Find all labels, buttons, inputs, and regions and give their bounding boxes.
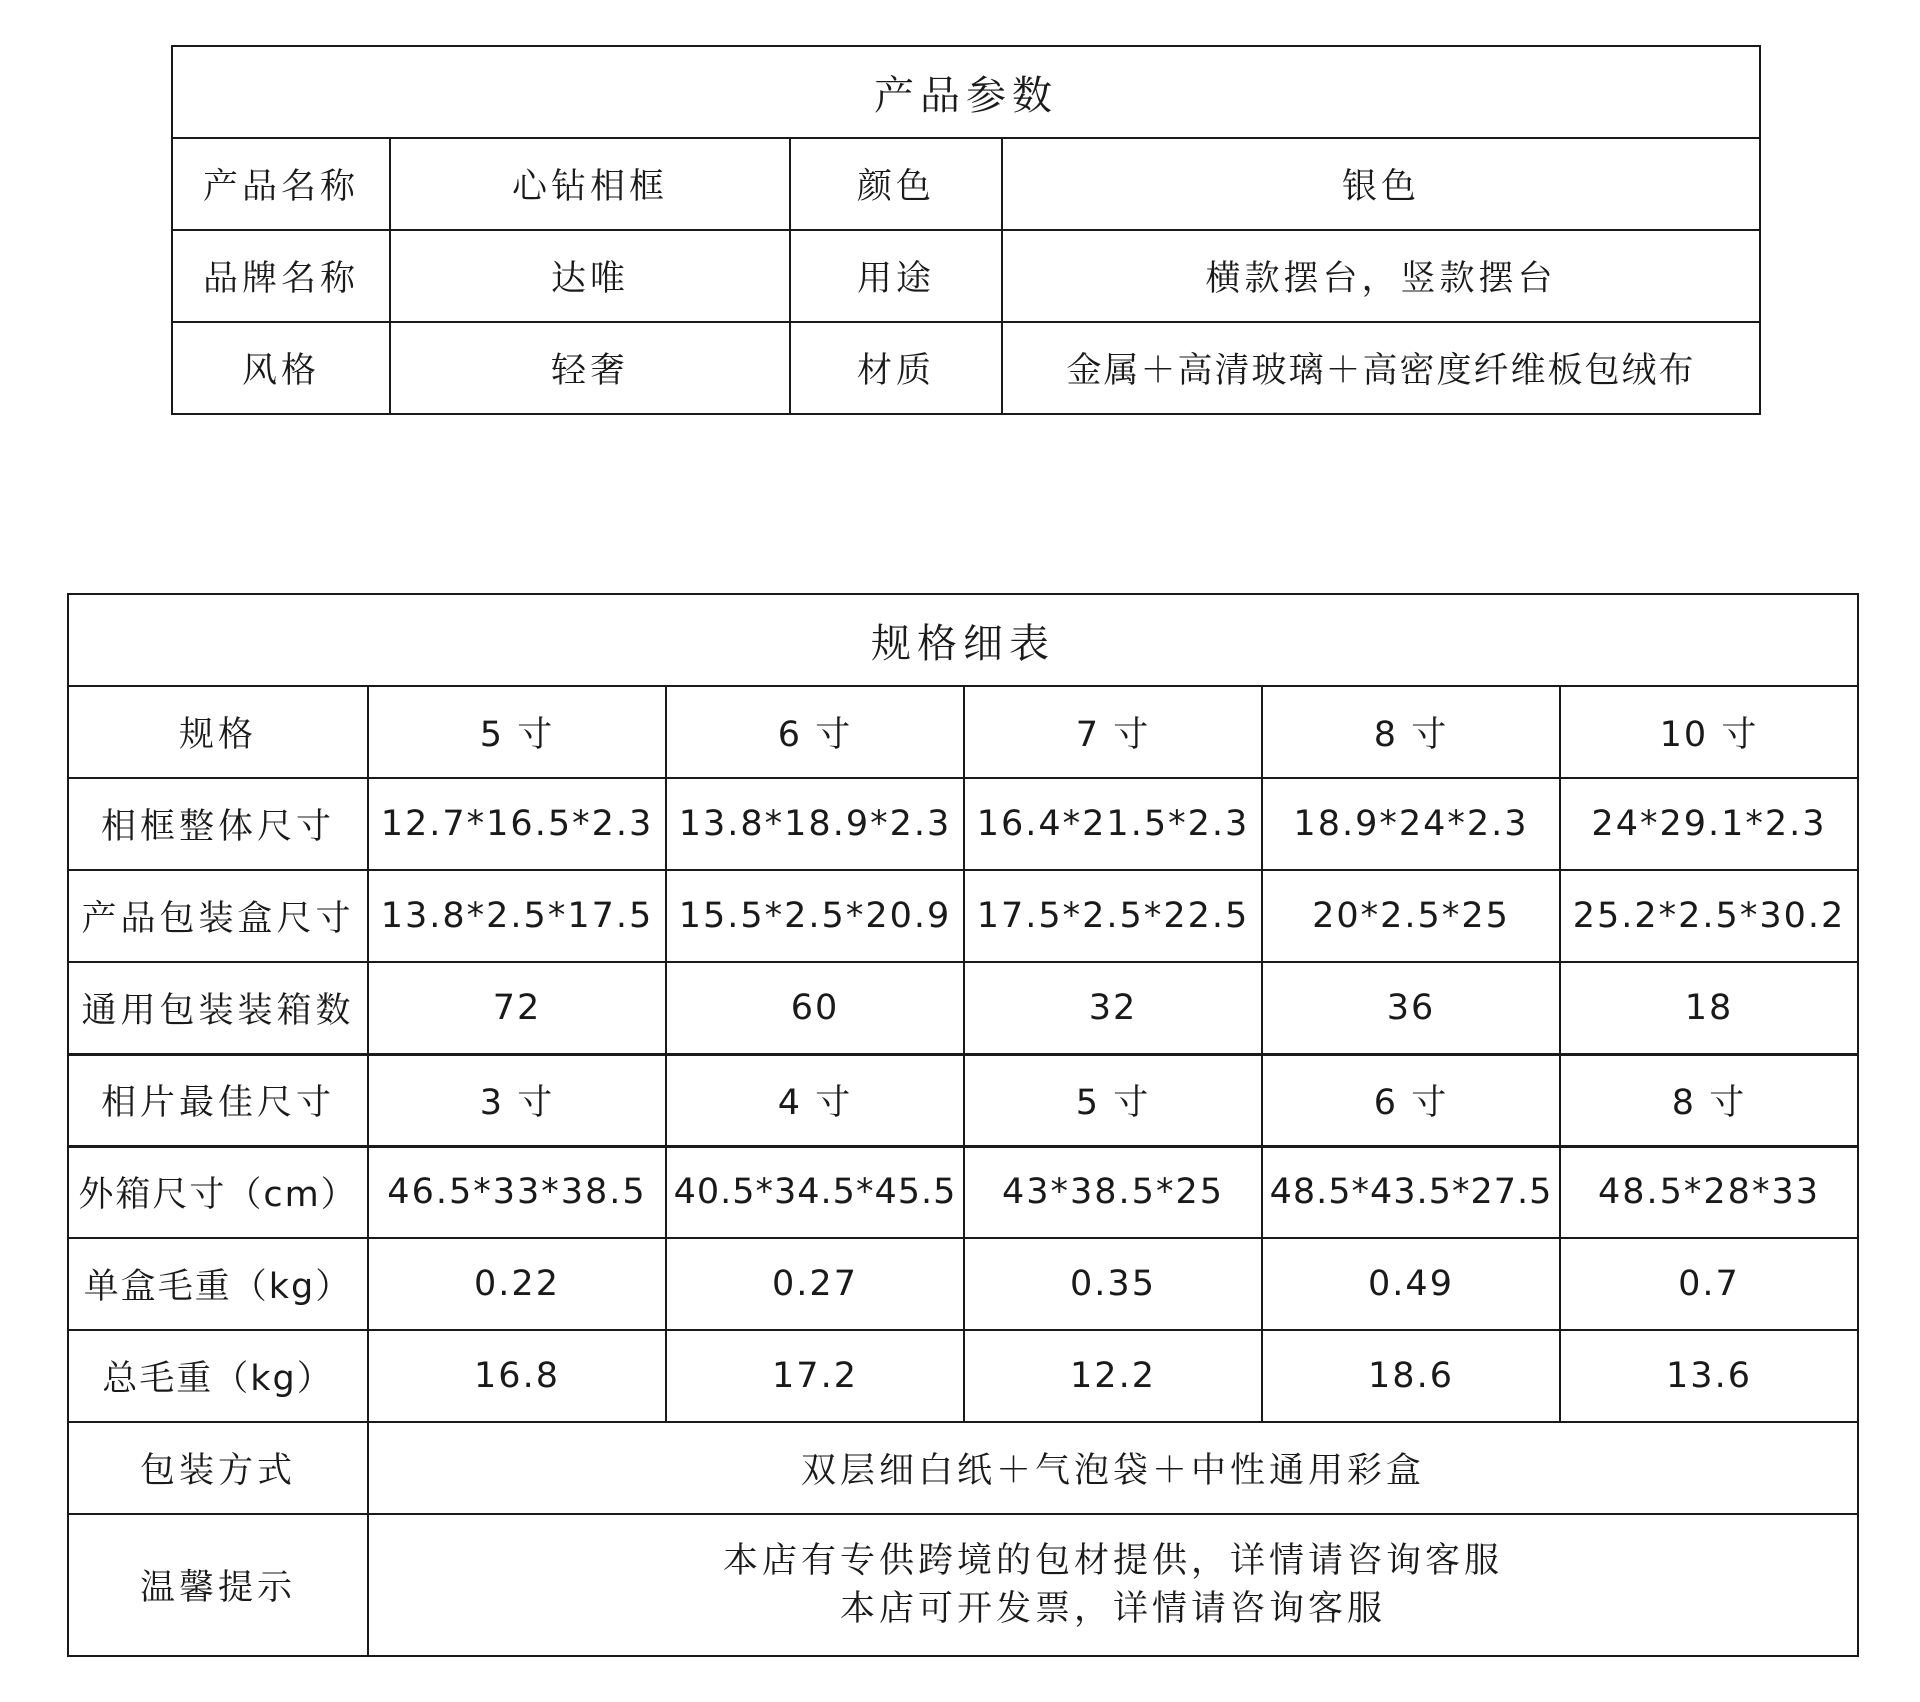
spec-cell: 13.6 [1560, 1330, 1858, 1422]
spec-row-tips [68, 1514, 1858, 1656]
params-row [172, 138, 1760, 230]
spec-cell: 13.8*18.9*2.3 [666, 778, 964, 870]
spec-cell: 20*2.5*25 [1262, 870, 1560, 962]
spec-cell: 6 寸 [1262, 1054, 1560, 1146]
spec-cell: 18.6 [1262, 1330, 1560, 1422]
spec-row-packaging [68, 1422, 1858, 1514]
spec-cell: 0.27 [666, 1238, 964, 1330]
product-params-table [171, 45, 1761, 415]
spec-cell: 32 [964, 962, 1262, 1054]
spec-cell: 0.22 [368, 1238, 666, 1330]
param-value: 心钻相框 [390, 138, 790, 230]
param-label: 产品名称 [172, 138, 390, 230]
spec-row-total-weight [68, 1330, 1858, 1422]
specs-title-row [68, 594, 1858, 686]
spec-cell: 48.5*43.5*27.5 [1262, 1146, 1560, 1238]
spec-row-photo-size [68, 1054, 1858, 1146]
spec-cell: 48.5*28*33 [1560, 1146, 1858, 1238]
spec-details-table [67, 593, 1859, 1657]
spec-row-label: 总毛重（kg） [68, 1330, 368, 1422]
spec-cell: 3 寸 [368, 1054, 666, 1146]
spec-row-label: 产品包装盒尺寸 [68, 870, 368, 962]
spec-cell: 12.2 [964, 1330, 1262, 1422]
param-label: 颜色 [790, 138, 1002, 230]
spec-cell: 0.35 [964, 1238, 1262, 1330]
spec-cell: 36 [1262, 962, 1560, 1054]
spec-row-frame-size [68, 778, 1858, 870]
params-row [172, 322, 1760, 414]
param-value: 达唯 [390, 230, 790, 322]
spec-header-size: 7 寸 [964, 686, 1262, 778]
param-label: 用途 [790, 230, 1002, 322]
packaging-value: 双层细白纸＋气泡袋＋中性通用彩盒 [368, 1422, 1858, 1514]
param-label: 风格 [172, 322, 390, 414]
spec-header-size: 8 寸 [1262, 686, 1560, 778]
tips-label: 温馨提示 [68, 1514, 368, 1656]
spec-header-label: 规格 [68, 686, 368, 778]
spec-row-outer-carton [68, 1146, 1858, 1238]
params-title: 产品参数 [172, 46, 1760, 138]
param-label: 材质 [790, 322, 1002, 414]
spec-cell: 0.49 [1262, 1238, 1560, 1330]
spec-cell: 17.5*2.5*22.5 [964, 870, 1262, 962]
params-row [172, 230, 1760, 322]
tips-value [368, 1514, 1858, 1656]
spec-cell: 24*29.1*2.3 [1560, 778, 1858, 870]
specs-header-row [68, 686, 1858, 778]
spec-cell: 17.2 [666, 1330, 964, 1422]
spec-cell: 72 [368, 962, 666, 1054]
spec-cell: 4 寸 [666, 1054, 964, 1146]
spec-header-size: 6 寸 [666, 686, 964, 778]
spec-cell: 40.5*34.5*45.5 [666, 1146, 964, 1238]
spec-cell: 5 寸 [964, 1054, 1262, 1146]
spec-cell: 18.9*24*2.3 [1262, 778, 1560, 870]
spec-cell: 13.8*2.5*17.5 [368, 870, 666, 962]
spec-cell: 46.5*33*38.5 [368, 1146, 666, 1238]
spec-header-size: 5 寸 [368, 686, 666, 778]
spec-cell: 25.2*2.5*30.2 [1560, 870, 1858, 962]
spec-row-label: 相框整体尺寸 [68, 778, 368, 870]
param-value: 轻奢 [390, 322, 790, 414]
spec-cell: 43*38.5*25 [964, 1146, 1262, 1238]
spec-row-label: 单盒毛重（kg） [68, 1238, 368, 1330]
spec-row-box-size [68, 870, 1858, 962]
spec-header-size: 10 寸 [1560, 686, 1858, 778]
spec-row-label: 通用包装装箱数 [68, 962, 368, 1054]
specs-title: 规格细表 [68, 594, 1858, 686]
params-title-row [172, 46, 1760, 138]
spec-cell: 60 [666, 962, 964, 1054]
spec-cell: 15.5*2.5*20.9 [666, 870, 964, 962]
param-value: 银色 [1002, 138, 1760, 230]
param-value: 金属＋高清玻璃＋高密度纤维板包绒布 [1002, 322, 1760, 414]
spec-cell: 8 寸 [1560, 1054, 1858, 1146]
tip-line: 本店有专供跨境的包材提供，详情请咨询客服 [722, 1541, 1503, 1581]
packaging-label: 包装方式 [68, 1422, 368, 1514]
spec-row-label: 外箱尺寸（cm） [68, 1146, 368, 1238]
spec-cell: 12.7*16.5*2.3 [368, 778, 666, 870]
spec-row-unit-weight [68, 1238, 1858, 1330]
spec-row-label: 相片最佳尺寸 [68, 1054, 368, 1146]
tip-line: 本店可开发票，详情请咨询客服 [839, 1589, 1386, 1629]
spec-cell: 16.4*21.5*2.3 [964, 778, 1262, 870]
spec-cell: 18 [1560, 962, 1858, 1054]
spec-cell: 16.8 [368, 1330, 666, 1422]
param-value: 横款摆台，竖款摆台 [1002, 230, 1760, 322]
param-label: 品牌名称 [172, 230, 390, 322]
spec-row-carton-count [68, 962, 1858, 1054]
spec-cell: 0.7 [1560, 1238, 1858, 1330]
